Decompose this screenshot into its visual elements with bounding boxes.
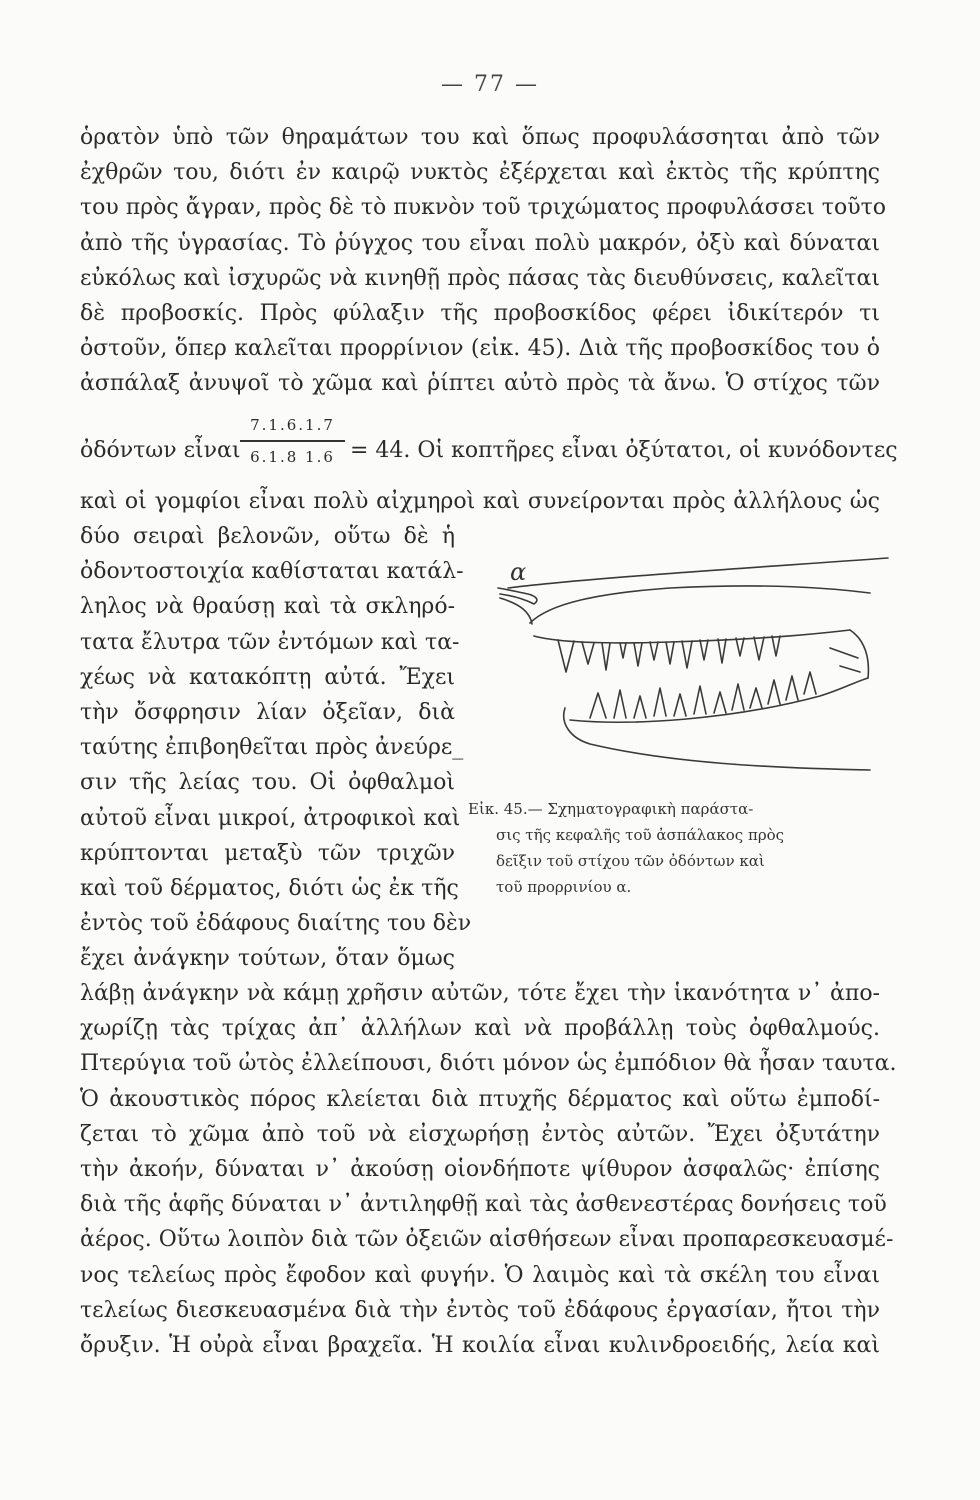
lower-teeth [590,672,816,718]
page-number: — 77 — [441,72,539,97]
caption-line: σις τῆς κεφαλῆς τοῦ ἀσπάλακος πρὸς [496,826,785,844]
text-line: ἀέρος. Οὕτω λοιπὸν διὰ τῶν ὀξειῶν αἰσθήσεων εἶναι προπαρεσκευασμέ- [80,1227,894,1253]
caption-line: Εἰκ. 45.— Σχηματογραφικὴ παράστα- [468,800,754,818]
formula-denominator: 6.1.8 1.6 [250,447,335,466]
text-line: ἐχθρῶν του, διότι ἐν καιρῷ νυκτὸς ἐξέρχεται καὶ ἐκτὸς τῆς κρύπτης [80,160,880,186]
jaw-angle [830,648,860,672]
text-line: τελείως διεσκευασμένα διὰ τὴν ἐντὸς τοῦ ἐδάφους ἐργασίαν, ἤτοι τὴν [80,1297,880,1323]
text-line: ὀδοντοστοιχία καθίσταται κατάλ- [80,559,464,585]
paragraph-bottom [80,976,897,1363]
figure-label-alpha: α [510,558,527,586]
paragraph-beside-figure [80,519,472,976]
text-line: νος τελείως πρὸς ἔφοδον καὶ φυγήν. Ὁ λαιμὸς καὶ τὰ σκέλη του εἶναι [80,1262,880,1288]
figure-caption [468,796,878,900]
text-line: λάβῃ ἀνάγκην νὰ κάμῃ χρῆσιν αὐτῶν, τότε ἔχει τὴν ἱκανότητα ν᾽ ἀπο- [80,981,880,1006]
text-line: χέως νὰ κατακόπτῃ αὐτά. Ἔχει [80,664,455,690]
text-line: ὀστοῦν, ὅπερ καλεῖται προρρίνιον (εἰκ. 45). Διὰ τῆς προβοσκίδος του ὁ [80,336,880,362]
fraction-bar [240,440,345,442]
dental-formula-line [80,414,898,484]
text-line: Ὁ ἀκουστικὸς πόρος κλείεται διὰ πτυχῆς δέρματος καὶ οὕτω ἐμποδί- [80,1086,880,1112]
formula-suffix: = 44. Οἱ κοπτῆρες εἶναι ὀξύτατοι, οἱ κυνόδοντες [350,438,898,463]
chin-outline [564,708,870,770]
text-line: δὲ προβοσκίς. Πρὸς φύλαξιν τῆς προβοσκίδος φέρει ἰδικίτερόν τι [80,300,880,326]
text-line: τατα ἔλυτρα τῶν ἐντόμων καὶ τα- [80,629,460,655]
text-line: δύο σειραὶ βελονῶν, οὕτω δὲ ἡ [80,524,455,549]
formula-numerator: 7.1.6.1.7 [250,416,335,434]
text-line: ζεται τὸ χῶμα ἀπὸ τοῦ νὰ εἰσχωρήσῃ ἐντὸς αὐτῶν. Ἔχει ὀξυτάτην [80,1121,880,1147]
mole-head-figure [470,548,890,788]
prorrhinion-lower [500,598,532,624]
text-line: Πτερύγια τοῦ ὠτὸς ἐλλείπουσι, διότι μόνον ὡς ἐμπόδιον θὰ ἦσαν ταυτα. [80,1051,897,1077]
text-line: ἀπὸ τῆς ὑγρασίας. Τὸ ῥύγχος του εἶναι πολὺ μακρόν, ὀξὺ καὶ δύναται [80,230,880,256]
text-line: διὰ τῆς ἁφῆς δύναται ν᾽ ἀντιληφθῇ καὶ τὰς ἀσθενεστέρας δονήσεις τοῦ [80,1192,887,1218]
jaw-hinge-curve [850,630,868,678]
text-line: τὴν ὄσφρησιν λίαν ὀξεῖαν, διὰ [80,699,455,725]
text-line: ἔχει ἀνάγκην τούτων, ὅταν ὅμως [80,946,455,972]
full-line-after-formula [80,484,880,519]
text-line: ἐντὸς τοῦ ἐδάφους διαίτης του δὲν [80,911,472,937]
prorrhinion-bone [498,588,537,604]
text-line: χωρίζῃ τὰς τρίχας ἀπ᾽ ἀλλήλων καὶ νὰ προβάλλῃ τοὺς ὀφθαλμούς. [80,1016,880,1042]
caption-line: τοῦ προρρινίου α. [496,878,632,896]
text-line: τὴν ἀκοήν, δύναται ν᾽ ἀκούσῃ οἱονδήποτε ψίθυρον ἀσφαλῶς· ἐπίσης [80,1156,880,1182]
text-line: ταύτης ἐπιβοηθεῖται πρὸς ἀνεύρε_ [80,735,464,761]
caption-line: δεῖξιν τοῦ στίχου τῶν ὀδόντων καὶ [496,852,765,870]
text-line: καὶ τοῦ δέρματος, διότι ὡς ἐκ τῆς [80,875,459,901]
text-line: ἀσπάλαξ ἀνυψοῖ τὸ χῶμα καὶ ῥίπτει αὐτὸ πρὸς τὰ ἄνω. Ὁ στίχος τῶν [80,371,880,397]
snout-upper-outline [508,558,888,588]
formula-prefix: ὀδόντων εἶναι [80,438,241,463]
text-line: ὁρατὸν ὑπὸ τῶν θηραμάτων του καὶ ὅπως προφυλάσσηται ἀπὸ τῶν [80,125,880,150]
text-line: σιν τῆς λείας του. Οἱ ὀφθαλμοὶ [80,770,455,796]
text-line: ὄρυξιν. Ἡ οὐρὰ εἶναι βραχεῖα. Ἡ κοιλία εἶναι κυλινδροειδής, λεία καὶ [80,1332,880,1358]
text-line: του πρὸς ἄγραν, πρὸς δὲ τὸ πυκνὸν τοῦ τριχώματος προφυλάσσει τοῦτο [80,195,887,221]
snout-top-curve [530,586,870,623]
text-line: αὐτοῦ εἶναι μικροί, ἀτροφικοὶ καὶ [80,805,461,831]
text-line: εὐκόλως καὶ ἰσχυρῶς νὰ κινηθῇ πρὸς πάσας τὰς διευθύνσεις, καλεῖται [80,265,880,291]
paragraph-top [80,120,887,402]
dental-formula-fraction [240,414,345,468]
text-line: ληλος νὰ θραύσῃ καὶ τὰ σκληρό- [80,594,455,620]
text-line: καὶ οἱ γομφίοι εἶναι πολὺ αἰχμηροὶ καὶ συνείρονται πρὸς ἀλλήλους ὡς [80,489,880,514]
text-line: κρύπτονται μεταξὺ τῶν τριχῶν [80,840,455,866]
